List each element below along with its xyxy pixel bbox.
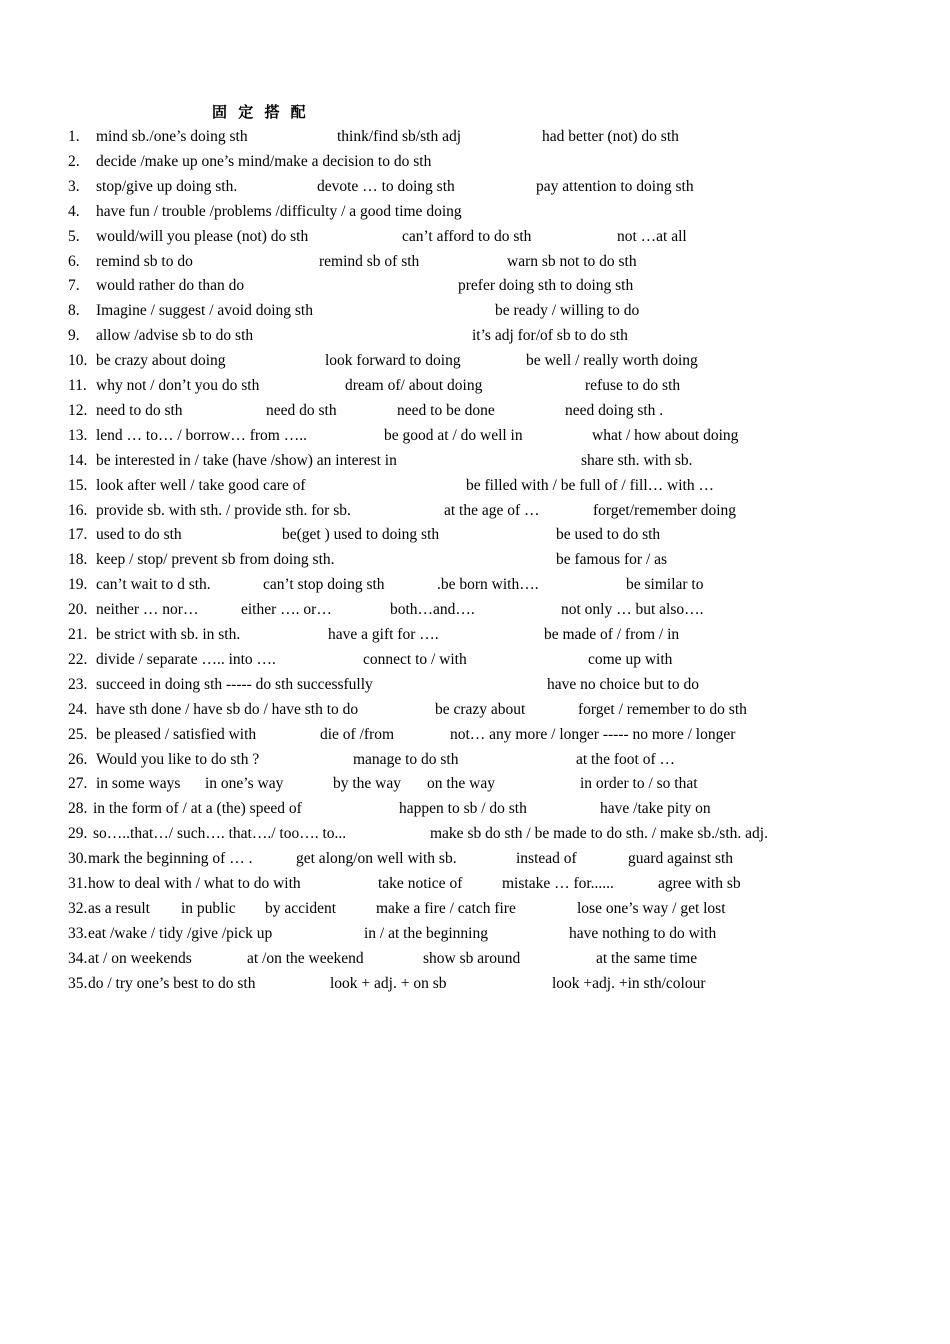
phrase-text: dream of/ about doing [345,377,483,394]
phrase-text: would/will you please (not) do sth [96,227,309,245]
row-number: 10. [68,352,88,370]
phrase-row [0,500,950,522]
phrase-text: in some ways [96,775,181,793]
phrase-row [0,823,950,845]
phrase-row [0,275,950,297]
phrase-text: at the same time [596,949,698,967]
phrase-text: be similar to [626,576,704,594]
phrase-text: provide sb. with sth. / provide sth. for sb. [96,501,351,519]
phrase-row [0,649,950,671]
row-number: 32. [68,899,88,917]
phrase-text: show sb around [423,949,521,967]
phrase-text: be made of / from / in [544,626,680,643]
row-number: 9. [68,327,80,345]
phrase-text: Imagine / suggest / avoid doing sth [96,302,313,320]
phrase-text: be pleased / satisfied with [96,725,257,743]
phrase-text: share sth. with sb. [581,451,693,469]
phrase-text: be crazy about doing [96,352,226,370]
phrase-text: in one’s way [205,775,284,793]
phrase-text: prefer doing sth to doing sth [458,277,634,295]
phrase-row [0,923,950,945]
phrase-text: allow /advise sb to do sth [96,327,254,345]
phrase-text: connect to / with [363,650,467,668]
row-number: 25. [68,725,88,743]
phrase-text: so…..that…/ such…. that…./ too…. to... [93,825,347,843]
phrase-row [0,524,950,546]
phrase-text: take notice of [378,875,463,892]
phrase-text: instead of [516,850,577,868]
row-number: 33. [68,924,88,942]
phrase-text: neither … nor… [96,601,199,619]
row-number: 23. [68,675,88,693]
phrase-text: need to do sth [96,401,183,419]
row-number: 28. [68,800,88,818]
phrase-text: divide / separate ….. into …. [96,650,276,668]
phrase-text: need to be done [397,401,495,419]
phrase-text: come up with [588,650,673,668]
phrase-text: have sth done / have sb do / have sth to do [96,700,359,718]
phrase-row [0,201,950,223]
phrase-text: agree with sb [658,875,741,892]
phrase-text: have fun / trouble /problems /difficulty / a good time doing [96,202,462,220]
phrase-text: devote … to doing sth [317,177,455,195]
phrase-row [0,251,950,273]
phrase-row [0,425,950,447]
phrase-text: remind sb to do [96,252,193,270]
phrase-text: have nothing to do with [569,924,717,942]
phrase-row [0,973,950,995]
phrase-text: be crazy about [435,700,526,718]
phrase-text: as a result [88,899,150,917]
phrase-row [0,226,950,248]
phrase-text: be famous for / as [556,551,668,569]
row-number: 20. [68,601,88,619]
phrase-text: be good at / do well in [384,426,523,444]
phrase-row [0,574,950,596]
phrase-text: be well / really worth doing [526,352,698,370]
phrase-text: what / how about doing [592,426,739,444]
phrase-text: be used to do sth [556,526,661,544]
phrase-row [0,549,950,571]
phrase-row [0,599,950,621]
phrase-text: look +adj. +in sth/colour [552,974,706,992]
phrase-text: both…and…. [390,601,475,619]
row-number: 15. [68,476,88,494]
row-number: 4. [68,202,80,220]
row-number: 31. [68,875,88,892]
phrase-text: mark the beginning of … . [88,850,253,868]
phrase-row [0,126,950,148]
phrase-text: think/find sb/sth adj [337,128,461,145]
row-number: 6. [68,252,80,270]
phrase-row [0,400,950,422]
phrase-row [0,300,950,322]
phrase-text: in the form of / at a (the) speed of [93,800,302,818]
phrase-text: die of /from [320,725,395,743]
row-number: 16. [68,501,88,519]
phrase-text: get along/on well with sb. [296,850,457,868]
phrase-text: can’t stop doing sth [263,576,385,594]
phrase-row [0,773,950,795]
phrase-text: guard against sth [628,850,734,868]
row-number: 3. [68,177,80,195]
phrase-text: at the foot of … [576,750,676,768]
row-number: 21. [68,626,88,643]
phrase-text: be ready / willing to do [495,302,640,320]
phrase-text: make sb do sth / be made to do sth. / make sb./sth. adj. [430,825,768,843]
phrase-text: on the way [427,775,496,793]
phrase-text: be interested in / take (have /show) an interest in [96,451,397,469]
phrase-text: forget / remember to do sth [578,700,747,718]
phrase-text: would rather do than do [96,277,245,295]
phrase-text: be filled with / be full of / fill… with … [466,476,714,494]
phrase-row [0,375,950,397]
row-number: 5. [68,227,80,245]
phrase-text: make a fire / catch fire [376,899,516,917]
phrase-text: not …at all [617,227,687,245]
row-number: 17. [68,526,88,544]
phrase-text: Would you like to do sth ? [96,750,260,768]
row-number: 34. [68,949,88,967]
phrase-text: have no choice but to do [547,675,699,693]
phrase-text: in order to / so that [580,775,698,793]
phrase-text: have a gift for …. [328,626,439,643]
row-number: 22. [68,650,88,668]
phrase-text: by the way [333,775,402,793]
phrase-text: at / on weekends [88,949,192,967]
phrase-row [0,151,950,173]
row-number: 30. [68,850,88,868]
row-number: 1. [68,128,80,145]
phrase-text: refuse to do sth [585,377,681,394]
phrase-text: lose one’s way / get lost [577,899,726,917]
phrase-text: can’t afford to do sth [402,227,532,245]
phrase-row [0,798,950,820]
phrase-text: pay attention to doing sth [536,177,694,195]
row-number: 11. [68,377,87,394]
phrase-row [0,325,950,347]
row-number: 14. [68,451,88,469]
phrase-text: be(get ) used to doing sth [282,526,440,544]
page-title: 固 定 搭 配 [212,103,309,121]
phrase-text: .be born with…. [437,576,539,594]
phrase-text: can’t wait to d sth. [96,576,211,594]
phrase-text: look + adj. + on sb [330,974,447,992]
phrase-text: warn sb not to do sth [507,252,637,270]
phrase-text: it’s adj for/of sb to do sth [472,327,628,345]
phrase-row [0,350,950,372]
row-number: 8. [68,302,80,320]
phrase-text: by accident [265,899,337,917]
phrase-text: need do sth [266,401,337,419]
phrase-text: lend … to… / borrow… from ….. [96,426,307,444]
phrase-text: in / at the beginning [364,924,488,942]
phrase-text: look after well / take good care of [96,476,306,494]
phrase-row [0,749,950,771]
phrase-text: at the age of … [444,501,540,519]
phrase-text: have /take pity on [600,800,711,818]
phrase-text: in public [181,899,236,917]
phrase-text: stop/give up doing sth. [96,177,238,195]
phrase-text: happen to sb / do sth [399,800,527,818]
phrase-row [0,873,950,895]
phrase-row [0,176,950,198]
phrase-text: either …. or… [241,601,332,619]
row-number: 29. [68,825,88,843]
phrase-text: not only … but also…. [561,601,704,619]
phrase-text: used to do sth [96,526,182,544]
phrase-text: decide /make up one’s mind/make a decision to do sth [96,152,432,170]
phrase-row [0,674,950,696]
phrase-row [0,948,950,970]
phrase-text: how to deal with / what to do with [88,875,301,892]
phrase-row [0,450,950,472]
phrase-row [0,898,950,920]
phrase-text: mind sb./one’s doing sth [96,128,248,145]
phrase-text: eat /wake / tidy /give /pick up [88,924,273,942]
row-number: 2. [68,152,80,170]
phrase-text: look forward to doing [325,352,461,370]
row-number: 27. [68,775,88,793]
phrase-text: need doing sth . [565,401,664,419]
row-number: 26. [68,750,88,768]
phrase-row [0,624,950,646]
row-number: 18. [68,551,88,569]
phrase-text: manage to do sth [353,750,459,768]
phrase-text: keep / stop/ prevent sb from doing sth. [96,551,335,569]
phrase-text: be strict with sb. in sth. [96,626,241,643]
phrase-row [0,699,950,721]
row-number: 12. [68,401,88,419]
row-number: 35. [68,974,88,992]
phrase-text: why not / don’t you do sth [96,377,260,394]
phrase-text: remind sb of sth [319,252,420,270]
row-number: 24. [68,700,88,718]
phrase-text: forget/remember doing [593,501,737,519]
phrase-text: not… any more / longer ----- no more / longer [450,725,736,743]
phrase-row [0,475,950,497]
phrase-row [0,848,950,870]
phrase-text: had better (not) do sth [542,128,679,145]
row-number: 19. [68,576,88,594]
phrase-text: succeed in doing sth ----- do sth successfully [96,675,373,693]
row-number: 7. [68,277,80,295]
phrase-row [0,724,950,746]
phrase-text: mistake … for...... [502,875,614,892]
phrase-text: at /on the weekend [247,949,364,967]
row-number: 13. [68,426,88,444]
phrase-text: do / try one’s best to do sth [88,974,256,992]
